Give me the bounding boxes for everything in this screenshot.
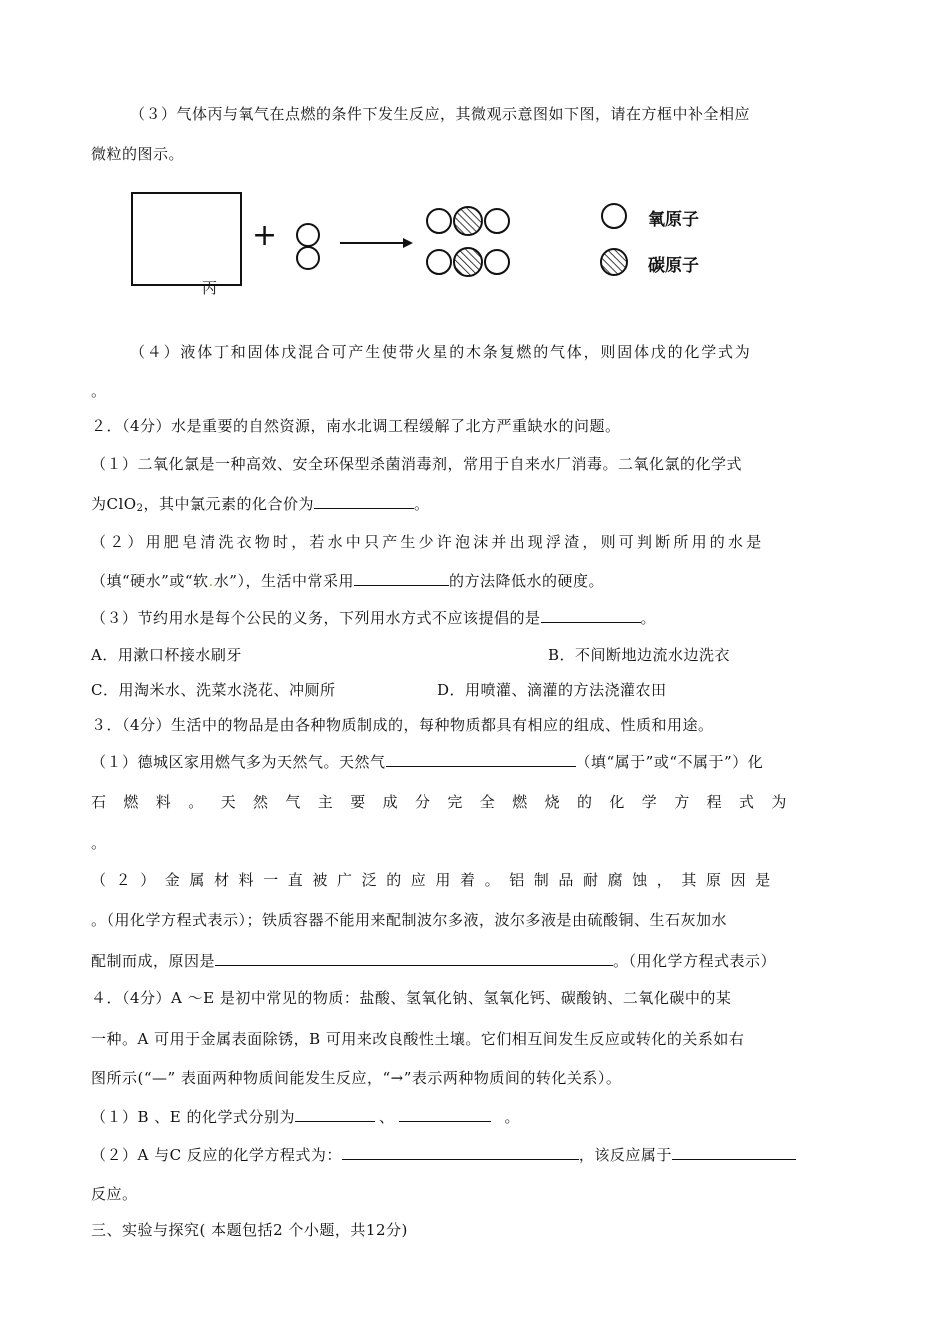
q3-p2-text-b: 。（用化学方程式表示） — [613, 952, 777, 970]
q4-p2-line2: 反应。 — [91, 1185, 138, 1203]
q2-p1-subscript: 2 — [136, 503, 144, 514]
q4-p1-blank-b[interactable] — [295, 1107, 375, 1122]
q4-p1-blank-e[interactable] — [399, 1107, 491, 1122]
oxygen-molecule-atom-top — [297, 224, 319, 246]
q2-option-c: C．用淘米水、洗菜水浇花、冲厕所 — [91, 681, 336, 699]
q2-p2-text-c: 的方法降低水的硬度。 — [448, 572, 604, 590]
q2-p1-end: 。 — [413, 495, 430, 513]
q4-p2 — [91, 1145, 796, 1165]
q2-p1-line2 — [91, 494, 429, 519]
q4-p1-end: 。 — [504, 1108, 521, 1126]
q3-p2-line2: 。（用化学方程式表示）；铁质容器不能用来配制波尔多液，波尔多液是由硫酸铜、生石灰加水 — [91, 911, 728, 929]
plus-sign: + — [252, 218, 278, 253]
q2-p3-end: 。 — [640, 609, 657, 627]
q1-4-line1: （４）液体丁和固体戊混合可产生使带火星的木条复燃的气体，则固体戊的化学式为 — [130, 343, 752, 361]
q3-p2-text-a: 配制而成，原因是 — [91, 952, 216, 970]
q2-option-d: D．用喷灌、滴灌的方法浇灌农田 — [437, 681, 667, 699]
q2-p2-text-b: 水”），生活中常采用 — [213, 572, 354, 590]
q3-p1-text-a: （１）德城区家用燃气多为天然气。天然气 — [91, 753, 386, 771]
q4-line3: 图所示(“—” 表面两种物质间能发生反应，“→”表示两种物质间的转化关系）。 — [91, 1069, 622, 1087]
q2-p3-answer-blank[interactable] — [541, 608, 641, 623]
section-3-heading: 三、实验与探究( 本题包括2 个小题，共12分) — [91, 1221, 408, 1239]
q2-option-a: A．用漱口杯接水刷牙 — [91, 646, 242, 664]
co2-2-oxygen-right — [485, 250, 509, 274]
q2-p2-line2 — [91, 571, 604, 591]
q2-title: ２．（4分）水是重要的自然资源，南水北调工程缓解了北方严重缺水的问题。 — [91, 417, 621, 435]
q2-p3 — [91, 608, 656, 628]
q2-p2-line1: （２）用肥皂清洗衣物时，若水中只产生少许泡沫并出现浮渣，则可判断所用的水是 — [91, 533, 765, 551]
co2-1-oxygen-left — [427, 209, 451, 233]
q2-p1-formula: 为ClO — [91, 495, 137, 513]
q3-p1-line1 — [91, 752, 763, 772]
q3-p1-text-b: （填“属于”或“不属于”）化 — [575, 753, 764, 771]
answer-box — [132, 193, 241, 285]
q1-3-line2: 微粒的图示。 — [91, 145, 185, 163]
q4-p1-separator: 、 — [379, 1108, 395, 1126]
q4-p2-text-a: （２）A 与C 反应的化学方程式为： — [91, 1146, 342, 1164]
legend-oxygen-label: 氧原子 — [648, 210, 699, 230]
box-label: 丙 — [202, 279, 218, 297]
q3-p2-line1: （２）金属材料一直被广泛的应用着。铝制品耐腐蚀，其原因是 — [91, 871, 780, 889]
q3-p1-answer-blank[interactable] — [386, 752, 576, 767]
q1-3-line1: （３）气体丙与氧气在点燃的条件下发生反应，其微观示意图如下图，请在方框中补全相应 — [130, 105, 751, 123]
q3-p2-line3 — [91, 951, 776, 971]
co2-1-oxygen-right — [485, 209, 509, 233]
q2-p3-text: （３）节约用水是每个公民的义务，下列用水方式不应该提倡的是 — [91, 609, 541, 627]
q4-p2-reaction-type-blank[interactable] — [672, 1145, 796, 1160]
q4-p1-text: （１）B 、E 的化学式分别为 — [91, 1108, 296, 1126]
q3-p1-line3: 。 — [91, 834, 107, 852]
legend-carbon-label: 碳原子 — [648, 256, 699, 276]
q2-p1-text: ，其中氯元素的化合价为 — [143, 495, 314, 513]
reaction-arrow-head — [403, 238, 413, 248]
q1-4-line2: 。 — [91, 382, 107, 400]
q2-p2-dot: . — [208, 572, 214, 590]
reaction-diagram — [125, 185, 735, 300]
q4-p1 — [91, 1107, 520, 1127]
q3-title: ３．（4分）生活中的物品是由各种物质制成的，每种物质都具有相应的组成、性质和用途。 — [91, 716, 714, 734]
legend-carbon-atom — [601, 249, 627, 275]
q2-option-b: B．不间断地边流水边洗衣 — [548, 646, 731, 664]
q2-p1-line1: （１）二氧化氯是一种高效、安全环保型杀菌消毒剂，常用于自来水厂消毒。二氧化氯的化学式 — [91, 455, 743, 473]
q3-p2-answer-blank[interactable] — [215, 951, 613, 966]
q2-p1-answer-blank[interactable] — [314, 494, 414, 509]
co2-2-carbon — [454, 248, 482, 276]
co2-2-oxygen-left — [427, 250, 451, 274]
q2-p2-answer-blank[interactable] — [354, 571, 449, 586]
q2-p2-text-a: （填“硬水”或“软 — [91, 572, 209, 590]
co2-1-carbon — [454, 207, 482, 235]
legend-oxygen-atom — [602, 204, 626, 228]
q4-p2-text-b: ，该反应属于 — [578, 1146, 672, 1164]
q4-p2-equation-blank[interactable] — [342, 1145, 579, 1160]
oxygen-molecule-atom-bottom — [297, 247, 319, 269]
q4-line2: 一种。A 可用于金属表面除锈，B 可用来改良酸性土壤。它们相互间发生反应或转化的关系如右 — [91, 1030, 745, 1048]
q4-title: ４．（4分）A ～E 是初中常见的物质：盐酸、氢氧化钠、氢氧化钙、碳酸钠、二氧化碳中的某 — [91, 989, 732, 1007]
q3-p1-line2: 石燃料。天然气主要成分完全燃烧的化学方程式为 — [91, 793, 804, 811]
